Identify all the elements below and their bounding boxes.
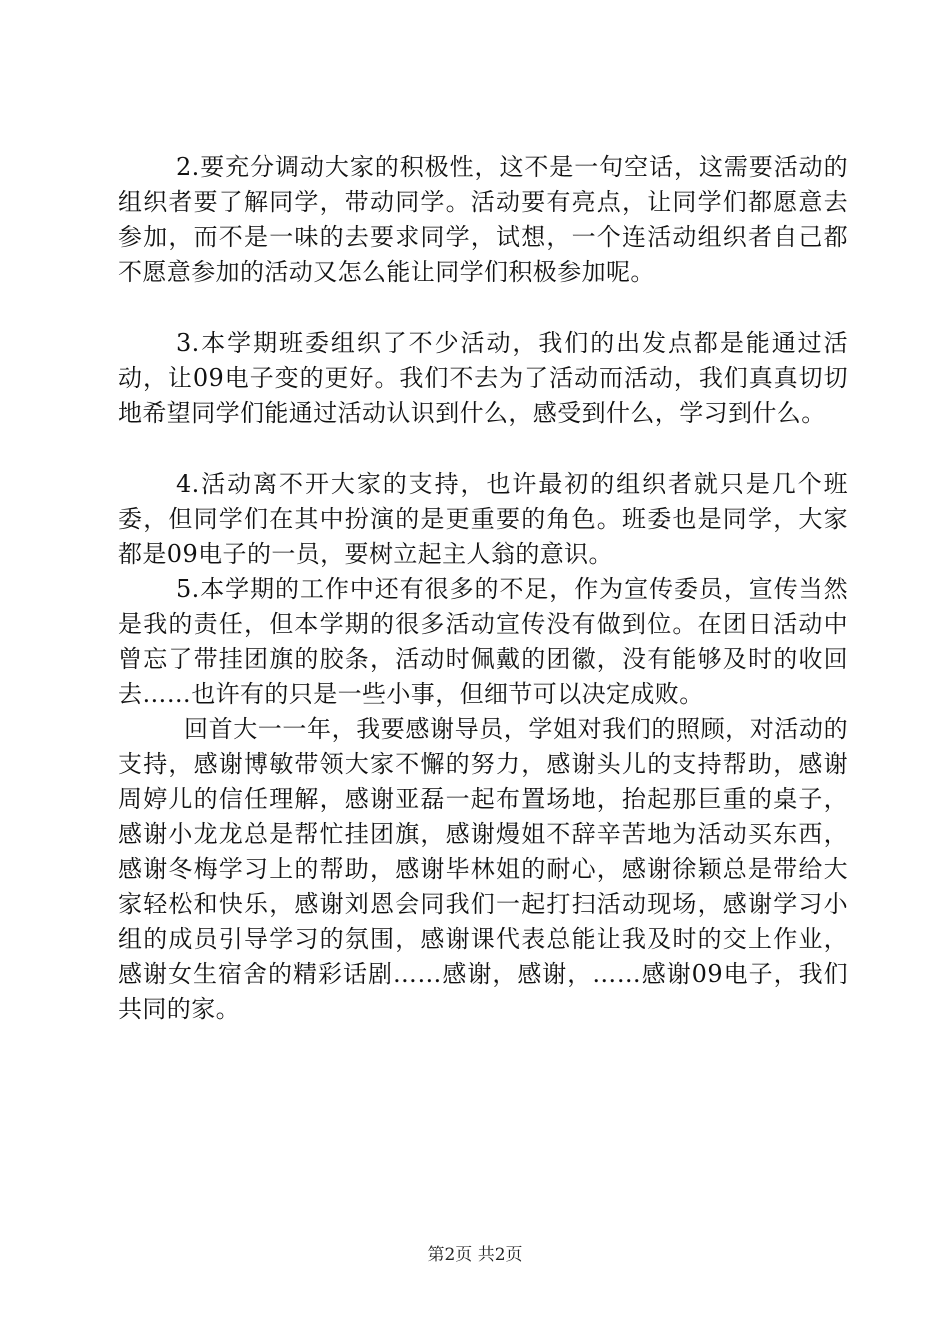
paragraph-item-3: 3.本学期班委组织了不少活动，我们的出发点都是能通过活动，让09电子变的更好。我们不去为了活动而活动，我们真真切切地希望同学们能通过活动认识到什么，感受到什么，学习到什么。: [118, 329, 848, 427]
closing-thanks-paragraph: 回首大一一年，我要感谢导员，学姐对我们的照顾，对活动的支持，感谢博敏带领大家不懈的努力，感谢头儿的支持帮助，感谢周婷儿的信任理解，感谢亚磊一起布置场地，抬起那巨重的桌子，感谢小龙龙总是帮忙挂团旗，感谢熳姐不辞辛苦地为活动买东西，感谢冬梅学习上的帮助，感谢毕林姐的耐心，感谢徐颖总是带给大家轻松和快乐，感谢刘恩会同我们一起打扫活动现场，感谢学习小组的成员引导学习的氛围，感谢课代表总能让我及时的交上作业，感谢女生宿舍的精彩话剧……感谢，感谢，……感谢09电子，我们共同的家。: [118, 715, 848, 1023]
paragraph-item-2: 2.要充分调动大家的积极性，这不是一句空话，这需要活动的组织者要了解同学，带动同学。活动要有亮点，让同学们都愿意去参加，而不是一味的去要求同学，试想，一个连活动组织者自己都不愿意参加的活动又怎么能让同学们积极参加呢。: [118, 153, 848, 286]
paragraph-item-4: 4.活动离不开大家的支持，也许最初的组织者就只是几个班委，但同学们在其中扮演的是更重要的角色。班委也是同学，大家都是09电子的一员，要树立起主人翁的意识。: [118, 470, 848, 568]
paragraph-item-5: 5.本学期的工作中还有很多的不足，作为宣传委员，宣传当然是我的责任，但本学期的很多活动宣传没有做到位。在团日活动中曾忘了带挂团旗的胶条，活动时佩戴的团徽，没有能够及时的收回去……也许有的只是一些小事，但细节可以决定成败。: [118, 575, 848, 708]
page-number-footer: 第2页 共2页: [427, 1245, 523, 1265]
